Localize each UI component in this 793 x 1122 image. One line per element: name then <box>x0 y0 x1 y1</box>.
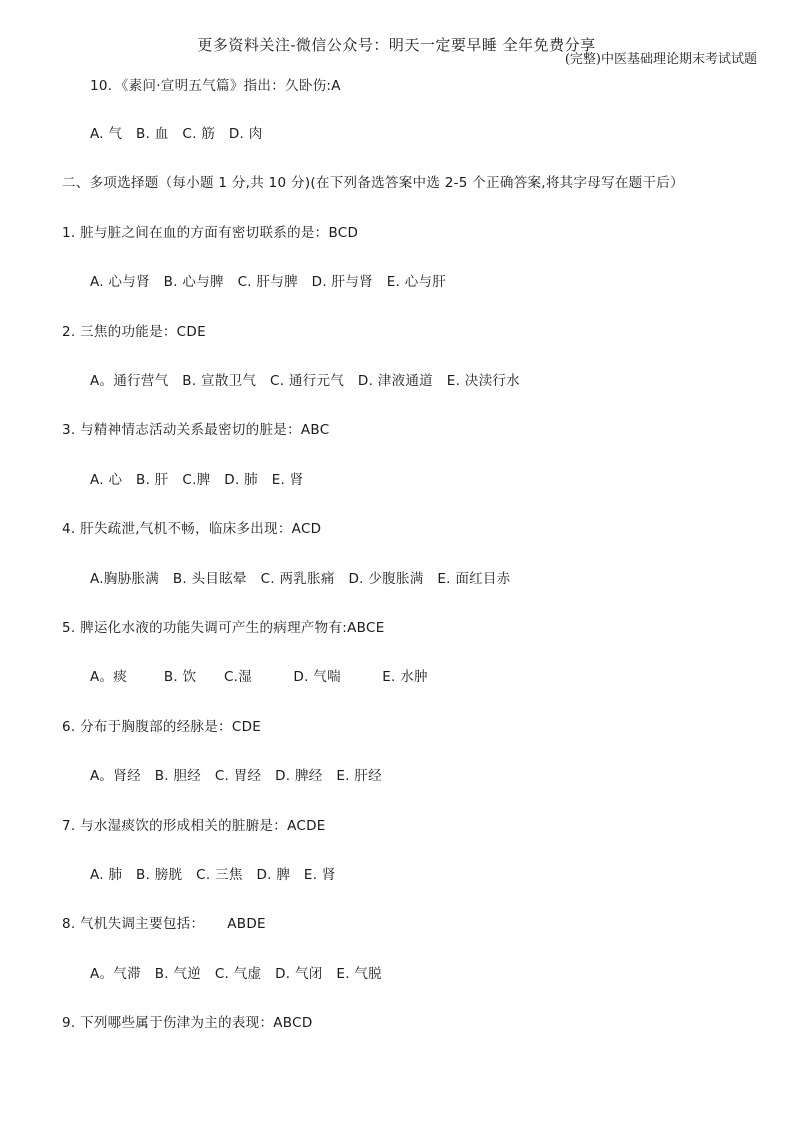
question-6-options: A。肾经 B. 胆经 C. 胃经 D. 脾经 E. 肝经 <box>90 768 382 784</box>
question-3: 3. 与精神情志活动关系最密切的脏是：ABC <box>62 422 330 438</box>
question-5-options: A。痰 B. 饮 C.湿 D. 气喘 E. 水肿 <box>90 669 428 685</box>
question-8: 8. 气机失调主要包括： ABDE <box>62 916 266 932</box>
question-2: 2. 三焦的功能是：CDE <box>62 324 206 340</box>
question-7: 7. 与水湿痰饮的形成相关的脏腑是：ACDE <box>62 818 326 834</box>
question-6: 6. 分布于胸腹部的经脉是：CDE <box>62 719 262 735</box>
question-5: 5. 脾运化水液的功能失调可产生的病理产物有:ABCE <box>62 620 385 636</box>
question-10-options: A. 气 B. 血 C. 筋 D. 肉 <box>90 126 263 142</box>
question-10: 10．《素问·宣明五气篇》指出：久卧伤:A <box>90 78 341 94</box>
question-1: 1. 脏与脏之间在血的方面有密切联系的是：BCD <box>62 225 359 241</box>
question-4-options: A.胸胁胀满 B. 头目眩晕 C. 两乳胀痛 D. 少腹胀满 E. 面红目赤 <box>90 571 511 587</box>
question-8-options: A。气滞 B. 气逆 C. 气虚 D. 气闭 E. 气脱 <box>90 966 382 982</box>
question-2-options: A。通行营气 B. 宣散卫气 C. 通行元气 D. 津液通道 E. 决渎行水 <box>90 373 520 389</box>
question-4: 4. 肝失疏泄,气机不畅，临床多出现：ACD <box>62 521 322 537</box>
promo-header: 更多资料关注-微信公众号：明天一定要早睡 全年免费分享 <box>197 36 596 54</box>
section-heading: 二、多项选择题（每小题 1 分,共 10 分)(在下列备选答案中选 2-5 个正确答案,将其字母写在题干后） <box>62 175 684 191</box>
question-3-options: A. 心 B. 肝 C.脾 D. 肺 E. 肾 <box>90 472 304 488</box>
document-title: (完整)中医基础理论期末考试试题 <box>564 52 757 67</box>
question-9: 9. 下列哪些属于伤津为主的表现：ABCD <box>62 1015 313 1031</box>
question-7-options: A. 肺 B. 膀胱 C. 三焦 D. 脾 E. 肾 <box>90 867 336 883</box>
question-1-options: A. 心与肾 B. 心与脾 C. 肝与脾 D. 肝与肾 E. 心与肝 <box>90 274 447 290</box>
